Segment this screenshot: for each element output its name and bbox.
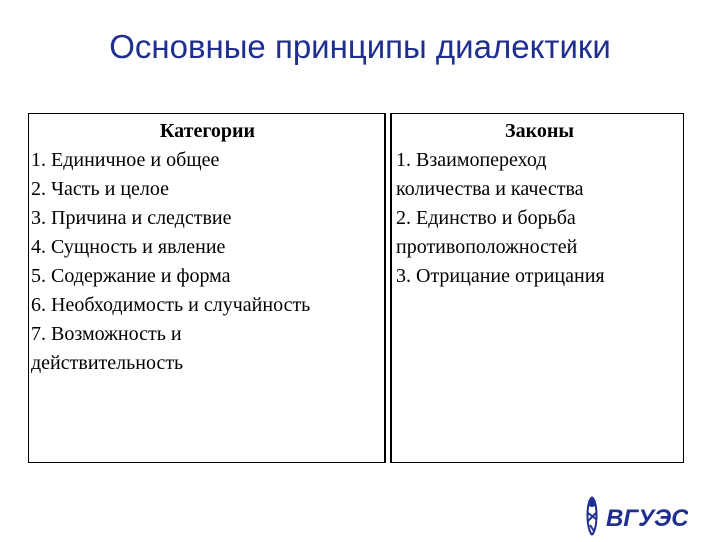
category-item: 4. Сущность и явление (31, 236, 226, 258)
logo-text: ВГУЭС (606, 505, 688, 532)
law-item: 2. Единство и борьба противоположностей (396, 207, 578, 258)
category-item: 5. Содержание и форма (31, 265, 231, 287)
laws-panel (391, 113, 684, 463)
category-item: 3. Причина и следствие (31, 207, 232, 229)
law-item: 1. Взаимопереход количества и качества (396, 149, 584, 200)
category-item: 2. Часть и целое (31, 178, 169, 200)
vguues-logo-icon (580, 493, 688, 537)
category-item: 6. Необходимость и случайность (31, 294, 311, 316)
law-item: 3. Отрицание отрицания (396, 265, 605, 287)
laws-heading: Законы (505, 120, 574, 142)
category-item: 1. Единичное и общее (31, 149, 220, 171)
categories-panel (28, 113, 385, 463)
category-item: 7. Возможность и действительность (31, 323, 184, 374)
slide-title: Основные принципы диалектики (109, 28, 611, 65)
categories-heading: Категории (159, 120, 256, 142)
logo-graphic (580, 493, 688, 537)
